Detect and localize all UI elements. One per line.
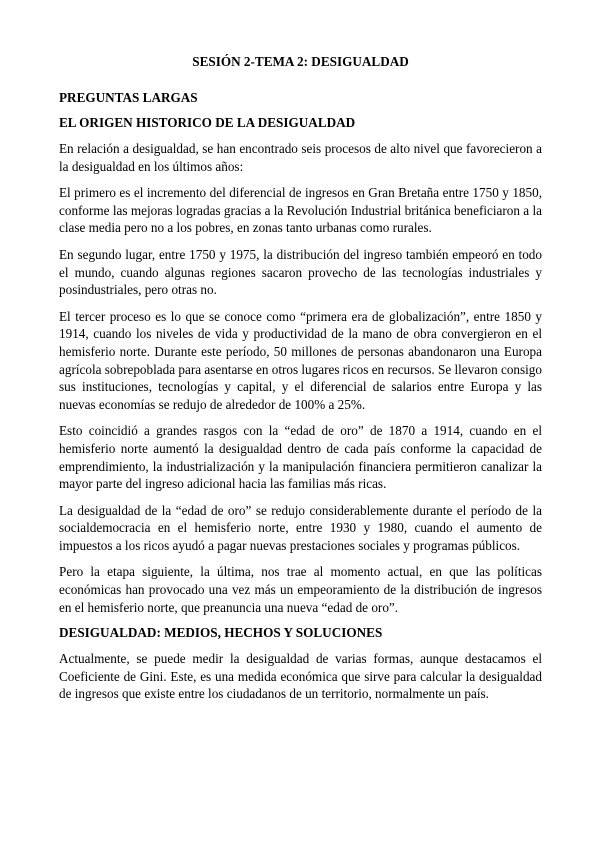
document-title: SESIÓN 2-TEMA 2: DESIGUALDAD <box>192 54 409 69</box>
heading-historical-origin: EL ORIGEN HISTORICO DE LA DESIGUALDAD <box>59 115 356 130</box>
paragraph-third-process: El tercer proceso es lo que se conoce como “primera era de globalización”, entre 1850 y 1914, cuando los niveles de vida y productividad de la mano de obra convergieron en el hemisferio norte. Durante este período, 50 millones de personas abandonaron una Europa agrícola sobrepoblada para asentarse en otros lugares ricos en recursos. Se llevaron consigo sus instituciones, tecnologías y capital, y el diferencial de salarios entre Europa y las nuevas economías se redujo de alrededor de 100% a 25%. <box>59 308 542 412</box>
paragraph-second-process: En segundo lugar, entre 1750 y 1975, la distribución del ingreso también empeoró en todo el mundo, cuando algunas regiones sacaron provecho de las tecnologías industriales y posindustriales, pero otras no. <box>59 246 542 298</box>
paragraph-current-stage: Pero la etapa siguiente, la última, nos trae al momento actual, en que las políticas económicas han provocado una vez más un empeoramiento de la distribución de ingresos en el hemisferio norte, que preanuncia una nueva “edad de oro”. <box>59 564 542 615</box>
heading-measures-facts-solutions: DESIGUALDAD: MEDIOS, HECHOS Y SOLUCIONES <box>59 625 383 641</box>
paragraph-gini-coefficient: Actualmente, se puede medir la desigualdad de varias formas, aunque destacamos el Coeficiente de Gini. Este, es una medida económica que sirve para calcular la desigualdad de ingresos que existe entre los ciudadanos de un territorio, normalmente un país. <box>59 651 542 702</box>
paragraph-first-process: El primero es el incremento del diferencial de ingresos en Gran Bretaña entre 1750 y 1850, conforme las mejoras logradas gracias a la Revolución Industrial británica beneficiaron a la clase media pero no a los pobres, en zonas tanto urbanas como rurales. <box>59 185 542 236</box>
paragraph-golden-age: Esto coincidió a grandes rasgos con la “edad de oro” de 1870 a 1914, cuando en el hemisferio norte aumentó la desigualdad dentro de cada país conforme la capacidad de emprendimiento, la industrialización y la manipulación financiera permitieron canalizar la mayor parte del ingreso adicional hacia las familias más ricas. <box>59 423 542 492</box>
heading-long-questions: PREGUNTAS LARGAS <box>59 90 198 105</box>
paragraph-social-democracy: La desigualdad de la “edad de oro” se redujo considerablemente durante el período de la socialdemocracia en el hemisferio norte, entre 1930 y 1980, cuando el aumento de impuestos a los ricos ayudó a pagar nuevas prestaciones sociales y programas públicos. <box>59 502 542 553</box>
document-page <box>59 54 542 712</box>
paragraph-intro: En relación a desigualdad, se han encontrado seis procesos de alto nivel que favorecieron a la desigualdad en los últimos años: <box>59 141 542 174</box>
